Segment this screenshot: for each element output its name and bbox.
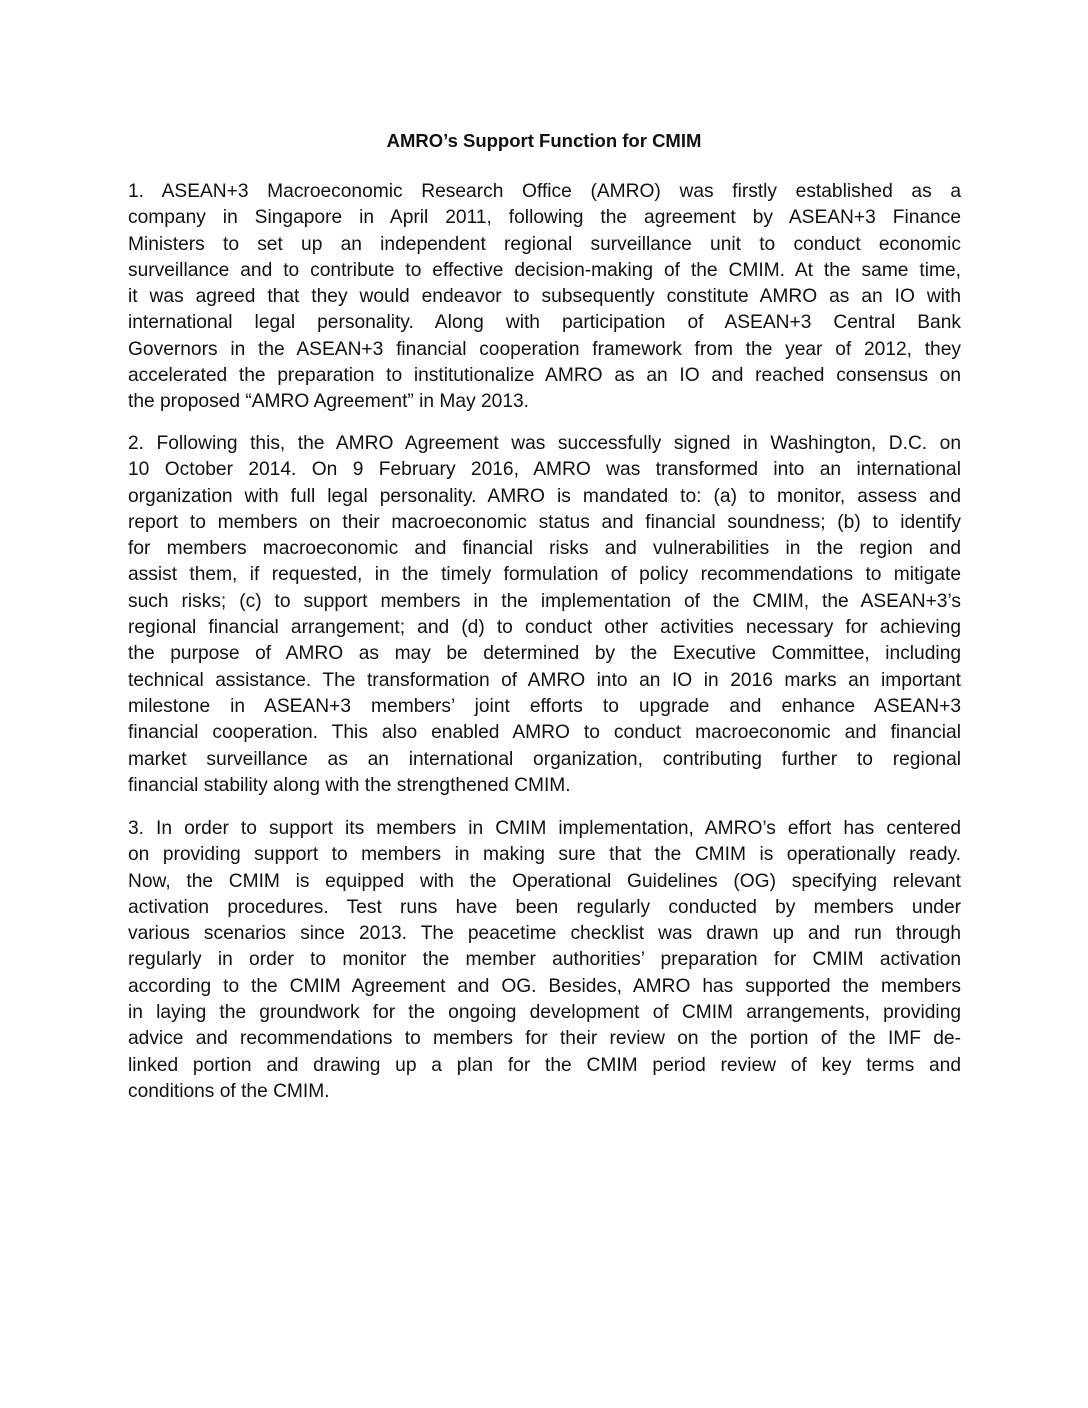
document-title: AMRO’s Support Function for CMIM xyxy=(386,130,702,151)
paragraph-line: 2. Following this, the AMRO Agreement was successfully signed in Washington, D.C. on xyxy=(128,433,961,454)
paragraph-line: the purpose of AMRO as may be determined by the Executive Committee, including xyxy=(128,643,961,665)
paragraph-line: such risks; (c) to support members in the implementation of the CMIM, the ASEAN+3’s xyxy=(128,590,961,612)
paragraph-line: 10 October 2014. On 9 February 2016, AMRO was transformed into an international xyxy=(128,459,961,481)
paragraph-line: activation procedures. Test runs have been regularly conducted by members under xyxy=(128,896,961,918)
paragraph-line: technical assistance. The transformation of AMRO into an IO in 2016 marks an important xyxy=(128,669,961,691)
paragraph-line: regional financial arrangement; and (d) to conduct other activities necessary for achieving xyxy=(128,617,961,639)
paragraph-line: financial stability along with the strengthened CMIM. xyxy=(128,774,571,796)
paragraph-line: conditions of the CMIM. xyxy=(128,1080,330,1102)
paragraph-line: Governors in the ASEAN+3 financial cooperation framework from the year of 2012, they xyxy=(128,338,961,360)
paragraph-line: Ministers to set up an independent regional surveillance unit to conduct economic xyxy=(128,233,961,255)
paragraph-line: the proposed “AMRO Agreement” in May 2013. xyxy=(128,391,530,413)
paragraph-line: regularly in order to monitor the member authorities’ preparation for CMIM activation xyxy=(128,949,961,971)
paragraph-line: international legal personality. Along with participation of ASEAN+3 Central Bank xyxy=(128,312,961,334)
paragraph-line: financial cooperation. This also enabled AMRO to conduct macroeconomic and financial xyxy=(128,722,961,744)
paragraph-line: 1. ASEAN+3 Macroeconomic Research Office (AMRO) was firstly established as a xyxy=(128,181,961,202)
paragraph-line: it was agreed that they would endeavor to subsequently constitute AMRO as an IO with xyxy=(128,286,961,308)
paragraph-3 xyxy=(128,816,961,1105)
paragraph-line: Now, the CMIM is equipped with the Operational Guidelines (OG) specifying relevant xyxy=(128,870,961,892)
paragraph-line: assist them, if requested, in the timely formulation of policy recommendations to mitigate xyxy=(128,564,961,586)
paragraph-line: market surveillance as an international organization, contributing further to regional xyxy=(128,748,961,770)
paragraph-2 xyxy=(128,431,961,799)
paragraph-line: in laying the groundwork for the ongoing development of CMIM arrangements, providing xyxy=(128,1002,961,1024)
paragraph-line: report to members on their macroeconomic status and financial soundness; (b) to identify xyxy=(128,511,961,533)
paragraph-line: linked portion and drawing up a plan for the CMIM period review of key terms and xyxy=(128,1054,961,1076)
paragraph-line: accelerated the preparation to institutionalize AMRO as an IO and reached consensus on xyxy=(128,365,961,387)
paragraph-line: surveillance and to contribute to effective decision-making of the CMIM. At the same time, xyxy=(128,259,961,281)
paragraph-line: milestone in ASEAN+3 members’ joint efforts to upgrade and enhance ASEAN+3 xyxy=(128,695,961,717)
paragraph-line: according to the CMIM Agreement and OG. Besides, AMRO has supported the members xyxy=(128,975,961,997)
paragraph-line: 3. In order to support its members in CMIM implementation, AMRO’s effort has centered xyxy=(128,818,961,839)
paragraph-line: on providing support to members in making sure that the CMIM is operationally ready. xyxy=(128,844,961,866)
paragraph-line: company in Singapore in April 2011, following the agreement by ASEAN+3 Finance xyxy=(128,207,961,229)
paragraph-line: various scenarios since 2013. The peacetime checklist was drawn up and run through xyxy=(128,923,961,945)
paragraph-line: for members macroeconomic and financial risks and vulnerabilities in the region and xyxy=(128,538,961,560)
paragraph-line: advice and recommendations to members for their review on the portion of the IMF de- xyxy=(128,1028,961,1050)
paragraph-line: organization with full legal personality. AMRO is mandated to: (a) to monitor, assess and xyxy=(128,485,961,507)
paragraph-1 xyxy=(128,179,961,416)
